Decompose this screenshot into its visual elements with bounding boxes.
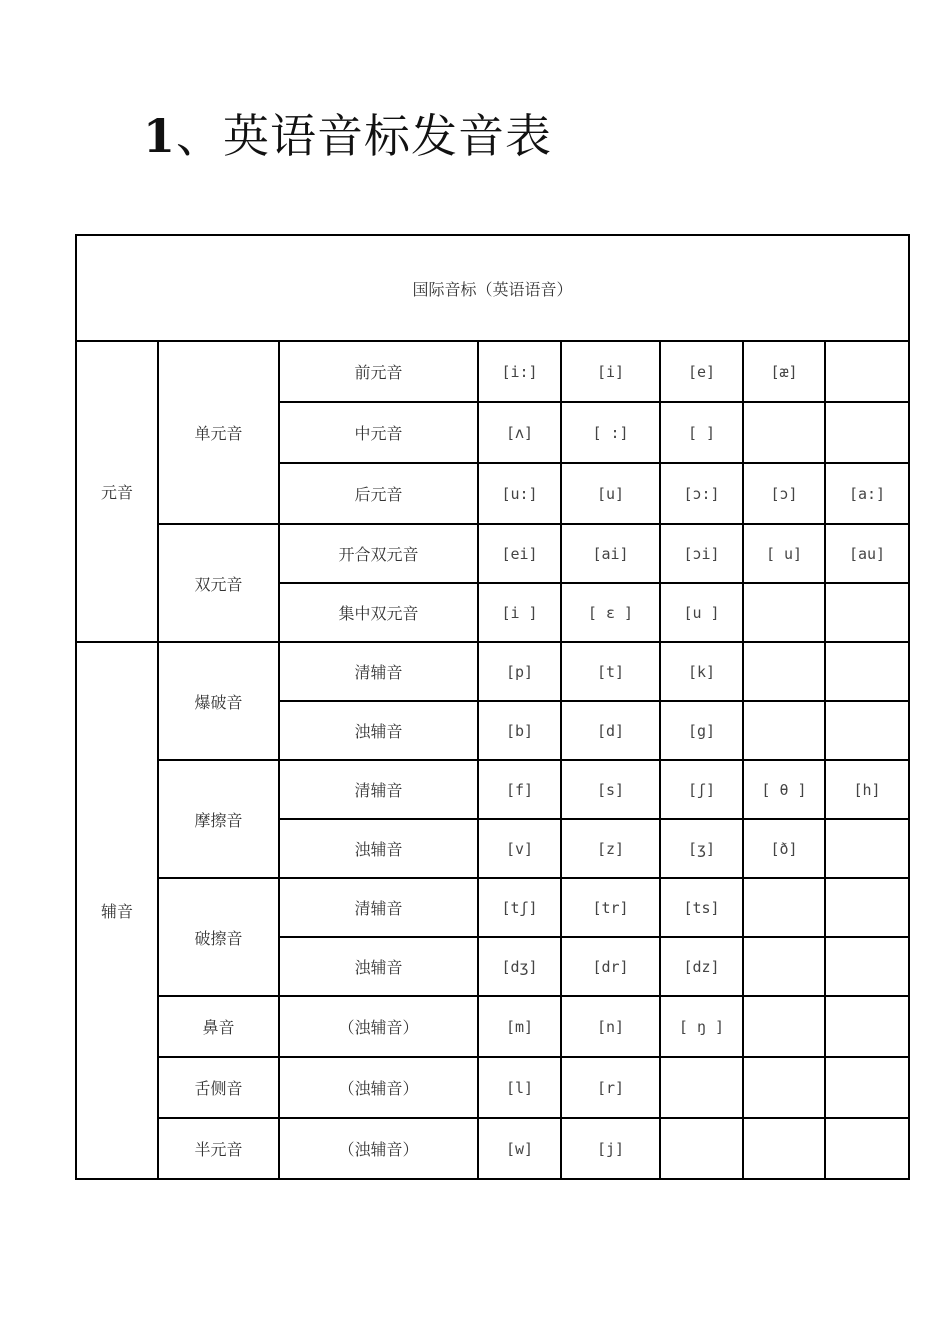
ipa-symbol: [ ε ] [561,583,660,642]
ipa-symbol: [æ] [743,341,825,402]
ipa-symbol: [i:] [478,341,561,402]
ipa-symbol [743,996,825,1057]
subgroup-lateral: 舌侧音 [158,1057,279,1118]
ipa-symbol: [tr] [561,878,660,937]
subgroup-nasal: 鼻音 [158,996,279,1057]
ipa-symbol [825,996,909,1057]
ipa-symbol [743,701,825,760]
table-row [76,996,909,1057]
ipa-symbol: [ u] [743,524,825,583]
subgroup-diphthong: 双元音 [158,524,279,642]
ipa-symbol: [dz] [660,937,743,996]
ipa-symbol [660,1057,743,1118]
ipa-symbol [825,701,909,760]
ipa-symbol [825,583,909,642]
row-label: 清辅音 [279,642,478,701]
ipa-symbol: [dʒ] [478,937,561,996]
ipa-symbol: [ʌ] [478,402,561,463]
ipa-symbol [743,1118,825,1179]
ipa-symbol: [r] [561,1057,660,1118]
ipa-symbol [825,1118,909,1179]
row-label: 前元音 [279,341,478,402]
ipa-symbol: [w] [478,1118,561,1179]
page-title [143,100,552,166]
ipa-symbol: [ ] [660,402,743,463]
ipa-symbol: [i ] [478,583,561,642]
table-header: 国际音标（英语语音） [76,235,909,341]
table-row [76,760,909,819]
ipa-symbol: [n] [561,996,660,1057]
ipa-symbol [660,1118,743,1179]
subgroup-plosive: 爆破音 [158,642,279,760]
ipa-symbol: [s] [561,760,660,819]
ipa-symbol [743,878,825,937]
subgroup-affricate: 破擦音 [158,878,279,996]
row-label: （浊辅音） [279,1118,478,1179]
table-row [76,1057,909,1118]
ipa-symbol [825,341,909,402]
ipa-symbol: [ei] [478,524,561,583]
ipa-symbol [743,402,825,463]
row-label: 浊辅音 [279,701,478,760]
row-label: 后元音 [279,463,478,524]
ipa-symbol: [ð] [743,819,825,878]
row-label: 浊辅音 [279,937,478,996]
ipa-symbol: [u ] [660,583,743,642]
table-row [76,878,909,937]
ipa-symbol: [ɔi] [660,524,743,583]
row-label: 开合双元音 [279,524,478,583]
row-label: 清辅音 [279,760,478,819]
ipa-symbol: [b] [478,701,561,760]
subgroup-semivowel: 半元音 [158,1118,279,1179]
row-label: （浊辅音） [279,1057,478,1118]
ipa-symbol [825,819,909,878]
title-number: 1 [143,109,177,163]
ipa-symbol [743,642,825,701]
ipa-symbol [825,402,909,463]
ipa-symbol: [tʃ] [478,878,561,937]
ipa-symbol: [l] [478,1057,561,1118]
ipa-symbol: [ai] [561,524,660,583]
ipa-symbol [743,937,825,996]
ipa-symbol: [ :] [561,402,660,463]
ipa-symbol: [u] [561,463,660,524]
ipa-symbol: [f] [478,760,561,819]
ipa-symbol: [i] [561,341,660,402]
ipa-symbol: [t] [561,642,660,701]
ipa-symbol: [k] [660,642,743,701]
ipa-symbol: [u:] [478,463,561,524]
table-row [76,642,909,701]
ipa-symbol: [ θ ] [743,760,825,819]
ipa-symbol: [p] [478,642,561,701]
ipa-symbol: [a:] [825,463,909,524]
ipa-symbol: [ ŋ ] [660,996,743,1057]
ipa-symbol [825,878,909,937]
ipa-symbol: [j] [561,1118,660,1179]
ipa-symbol: [ʃ] [660,760,743,819]
ipa-symbol: [z] [561,819,660,878]
ipa-symbol: [ts] [660,878,743,937]
ipa-symbol [825,642,909,701]
group-vowel: 元音 [76,341,158,642]
ipa-symbol: [d] [561,701,660,760]
subgroup-monophthong: 单元音 [158,341,279,524]
ipa-symbol [825,1057,909,1118]
title-text: 英语音标发音表 [223,109,553,163]
ipa-symbol: [au] [825,524,909,583]
row-label: 清辅音 [279,878,478,937]
subgroup-fricative: 摩擦音 [158,760,279,878]
row-label: 集中双元音 [279,583,478,642]
row-label: （浊辅音） [279,996,478,1057]
ipa-symbol: [ʒ] [660,819,743,878]
ipa-symbol: [dr] [561,937,660,996]
table-row [76,341,909,402]
ipa-symbol: [ɔ:] [660,463,743,524]
ipa-symbol: [h] [825,760,909,819]
ipa-symbol: [v] [478,819,561,878]
ipa-symbol [743,583,825,642]
ipa-symbol: [m] [478,996,561,1057]
group-consonant: 辅音 [76,642,158,1179]
row-label: 浊辅音 [279,819,478,878]
ipa-symbol: [e] [660,341,743,402]
ipa-symbol: [ɔ] [743,463,825,524]
table-row [76,1118,909,1179]
ipa-symbol [825,937,909,996]
row-label: 中元音 [279,402,478,463]
ipa-symbol [743,1057,825,1118]
title-separator: 、 [176,109,224,163]
ipa-table [75,234,910,1180]
table-row [76,524,909,583]
ipa-symbol: [g] [660,701,743,760]
